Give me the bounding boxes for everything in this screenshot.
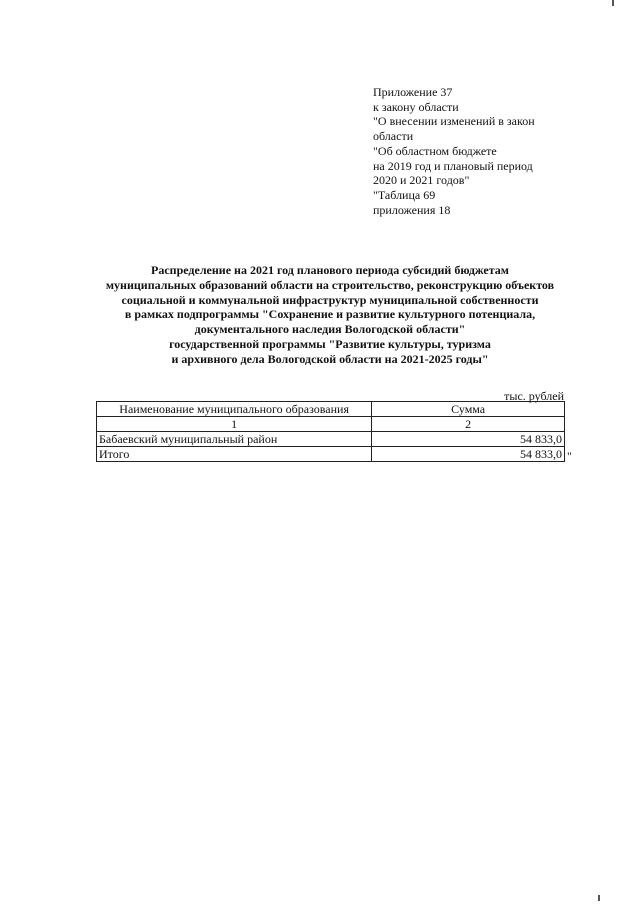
- appendix-line: Приложение 37: [373, 85, 453, 99]
- table-header-row: [97, 402, 565, 417]
- appendix-line: "О внесении изменений в закон: [373, 114, 535, 129]
- title-line: муниципальных образований области на строительство, реконструкцию объектов: [105, 277, 555, 292]
- subsidy-table: [96, 401, 565, 462]
- document-title: [80, 263, 580, 367]
- title-line: социальной и коммунальной инфраструктур муниципальной собственности: [121, 292, 539, 307]
- appendix-line: приложения 18: [373, 202, 451, 217]
- units-label: тыс. рублей: [504, 389, 564, 403]
- header-sum-cell: Сумма: [372, 402, 565, 417]
- title-line: государственной программы "Развитие культуры, туризма: [169, 336, 491, 351]
- appendix-line: к закону области: [373, 99, 459, 114]
- appendix-line: 2020 и 2021 годов": [373, 173, 470, 188]
- appendix-header: [373, 85, 573, 217]
- column-number-cell: 1: [97, 417, 372, 432]
- header-name-cell: Наименование муниципального образования: [97, 402, 372, 417]
- total-sum-cell: 54 833,0: [372, 447, 565, 462]
- closing-quote: ": [567, 449, 572, 463]
- title-line: Распределение на 2021 год планового периода субсидий бюджетам: [151, 263, 509, 277]
- scan-mark-bottom: [598, 895, 600, 901]
- appendix-line: "Таблица 69: [373, 187, 436, 202]
- title-line: в рамках подпрограммы "Сохранение и развитие культурного потенциала,: [124, 307, 536, 322]
- row-name-cell: Бабаевский муниципальный район: [97, 432, 372, 447]
- table-total-row: [97, 447, 565, 462]
- total-name-cell: Итого: [97, 447, 372, 462]
- appendix-line: на 2019 год и плановый период: [373, 158, 533, 173]
- title-line: и архивного дела Вологодской области на 2021-2025 годы": [171, 351, 489, 366]
- row-sum-cell: 54 833,0: [372, 432, 565, 447]
- appendix-line: "Об областном бюджете: [373, 143, 497, 158]
- table-number-row: [97, 417, 565, 432]
- column-number-cell: 2: [372, 417, 565, 432]
- appendix-line: области: [373, 129, 414, 144]
- table-row: [97, 432, 565, 447]
- scan-mark-top: [612, 0, 614, 6]
- title-line: документального наследия Вологодской области": [194, 322, 466, 337]
